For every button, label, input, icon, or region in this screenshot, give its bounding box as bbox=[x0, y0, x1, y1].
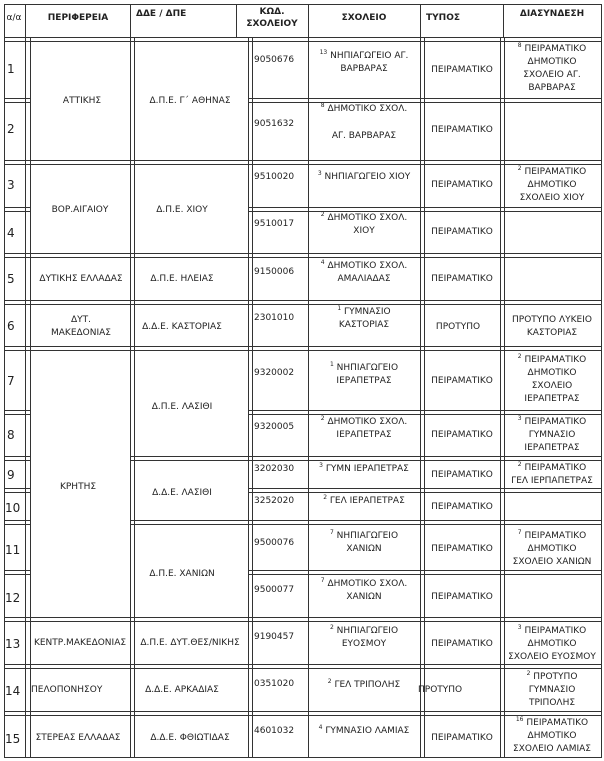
school-code: 0351020 bbox=[254, 679, 295, 689]
school-type: ΠΡΟΤΥΠΟ bbox=[435, 322, 481, 332]
header-link: ΔΙΑΣΥΝΔΕΣΗ bbox=[519, 9, 585, 19]
school-name-line2: ΚΑΣΤΟΡΙΑΣ bbox=[338, 320, 390, 330]
school-type: ΠΕΙΡΑΜΑΤΙΚΟ bbox=[431, 733, 493, 743]
school-name: $^3$ ΝΗΠΙΑΓΩΓΕΙΟ ΧΙΟΥ bbox=[317, 170, 411, 182]
directorate-cell: Δ.Π.Ε. ΛΑΣΙΘΙ bbox=[151, 402, 213, 412]
row-number: 3 bbox=[7, 178, 15, 192]
row-number: 10 bbox=[5, 501, 21, 515]
school-name-line2: ΙΕΡΑΠΕΤΡΑΣ bbox=[336, 376, 392, 386]
link-text: ΣΧΟΛΕΙΟ ΧΙΟΥ bbox=[519, 193, 585, 203]
link-text: ΤΡΙΠΟΛΗΣ bbox=[528, 698, 576, 708]
link-text: ΔΗΜΟΤΙΚΟ bbox=[527, 544, 577, 554]
header-type: ΤΥΠΟΣ bbox=[426, 13, 460, 23]
directorate-cell: Δ.Π.Ε. ΗΛΕΙΑΣ bbox=[150, 274, 214, 284]
school-code: 9510017 bbox=[254, 219, 295, 229]
school-name: $^7$ ΔΗΜΟΤΙΚΟ ΣΧΟΛ. bbox=[320, 577, 408, 589]
school-name-line2: ΧΙΟΥ bbox=[353, 226, 375, 236]
link-text: $^{16}$ ΠΕΙΡΑΜΑΤΙΚΟ bbox=[515, 716, 589, 728]
link-text: $^3$ ΠΕΙΡΑΜΑΤΙΚΟ bbox=[517, 624, 587, 636]
school-name: $^2$ ΓΕΛ ΙΕΡΑΠΕΤΡΑΣ bbox=[323, 494, 405, 506]
region-cell: ΒΟΡ.ΑΙΓΑΙΟΥ bbox=[51, 205, 109, 215]
school-code: 9500076 bbox=[254, 538, 295, 548]
link-text: $^2$ ΠΕΙΡΑΜΑΤΙΚΟ bbox=[517, 165, 587, 177]
school-name-line2: ΧΑΝΙΩΝ bbox=[346, 592, 382, 602]
region-cell: ΣΤΕΡΕΑΣ ΕΛΛΑΔΑΣ bbox=[35, 733, 121, 743]
link-text: ΒΑΡΒΑΡΑΣ bbox=[528, 83, 576, 93]
school-name: $^7$ ΝΗΠΙΑΓΩΓΕΙΟ bbox=[329, 529, 399, 541]
school-code: 9510020 bbox=[254, 172, 295, 182]
school-type: ΠΡΟΤΥΠΟ bbox=[418, 685, 463, 695]
directorate-cell: Δ.Π.Ε. ΧΙΟΥ bbox=[156, 205, 208, 215]
link-text: ΓΥΜΝΑΣΙΟ bbox=[528, 685, 576, 695]
school-name-line2: ΒΑΡΒΑΡΑΣ bbox=[340, 64, 388, 74]
school-code: 9190457 bbox=[254, 632, 295, 642]
region-cell: ΠΕΛΟΠΟΝΗΣΟΥ bbox=[31, 685, 103, 695]
directorate-cell: Δ.Π.Ε. Γ΄ ΑΘΗΝΑΣ bbox=[149, 96, 231, 106]
region-cell: ΑΤΤΙΚΗΣ bbox=[62, 96, 102, 106]
region-cell: ΚΕΝΤΡ.ΜΑΚΕΔΟΝΙΑΣ bbox=[33, 638, 127, 648]
header-school: ΣΧΟΛΕΙΟ bbox=[341, 13, 387, 23]
school-name: $^1$ ΝΗΠΙΑΓΩΓΕΙΟ bbox=[329, 361, 399, 373]
region-cell: ΔΥΤ. bbox=[70, 315, 92, 325]
row-number: 7 bbox=[7, 374, 15, 388]
school-code: 3252020 bbox=[254, 496, 295, 506]
region-cell: ΔΥΤΙΚΗΣ ΕΛΛΑΔΑΣ bbox=[39, 274, 123, 284]
school-name-line2: ΕΥΟΣΜΟΥ bbox=[341, 639, 387, 649]
link-text: $^2$ ΠΕΙΡΑΜΑΤΙΚΟ bbox=[517, 353, 587, 365]
school-code: 9320002 bbox=[254, 368, 295, 378]
school-name: $^2$ ΔΗΜΟΤΙΚΟ ΣΧΟΛ. bbox=[320, 211, 408, 223]
link-text: ΓΕΛ ΙΕΡΠΑΠΕΤΡΑΣ bbox=[511, 476, 593, 486]
link-text: ΚΑΣΤΟΡΙΑΣ bbox=[526, 328, 578, 338]
school-code: 2301010 bbox=[254, 313, 295, 323]
directorate-cell: Δ.Δ.Ε. ΚΑΣΤΟΡΙΑΣ bbox=[142, 322, 222, 332]
link-text: $^3$ ΠΕΙΡΑΜΑΤΙΚΟ bbox=[517, 415, 587, 427]
school-name: $^1$ ΓΥΜΝΑΣΙΟ bbox=[337, 305, 391, 317]
directorate-cell: Δ.Π.Ε. ΔΥΤ.ΘΕΣ/ΝΙΚΗΣ bbox=[140, 638, 240, 648]
school-name: $^3$ ΓΥΜΝ ΙΕΡΑΠΕΤΡΑΣ bbox=[319, 462, 409, 474]
school-code: 3202030 bbox=[254, 464, 295, 474]
row-number: 9 bbox=[7, 468, 15, 482]
directorate-cell: Δ.Δ.Ε. ΦΘΙΩΤΙΔΑΣ bbox=[150, 733, 230, 743]
link-text: ΙΕΡΑΠΕΤΡΑΣ bbox=[524, 443, 580, 453]
link-text: ΣΧΟΛΕΙΟ ΧΑΝΙΩΝ bbox=[512, 557, 592, 567]
directorate-cell: Δ.Π.Ε. ΧΑΝΙΩΝ bbox=[149, 569, 215, 579]
link-text: ΔΗΜΟΤΙΚΟ bbox=[527, 57, 577, 67]
link-text: $^2$ ΠΕΙΡΑΜΑΤΙΚΟ bbox=[517, 461, 587, 473]
link-text: ΓΥΜΝΑΣΙΟ bbox=[528, 430, 576, 440]
school-code: 9320005 bbox=[254, 422, 295, 432]
link-text: $^2$ ΠΡΟΤΥΠΟ bbox=[526, 670, 578, 682]
school-name: $^{13}$ ΝΗΠΙΑΓΩΓΕΙΟ ΑΓ. bbox=[319, 49, 409, 61]
school-name-line2: ΙΕΡΑΠΕΤΡΑΣ bbox=[336, 430, 392, 440]
school-type: ΠΕΙΡΑΜΑΤΙΚΟ bbox=[431, 592, 493, 602]
school-type: ΠΕΙΡΑΜΑΤΙΚΟ bbox=[431, 274, 493, 284]
school-code: 9150006 bbox=[254, 267, 295, 277]
row-number: 2 bbox=[7, 122, 15, 136]
school-name: $^2$ ΓΕΛ ΤΡΙΠΟΛΗΣ bbox=[327, 678, 401, 690]
school-type: ΠΕΙΡΑΜΑΤΙΚΟ bbox=[431, 65, 493, 75]
header-dde: ΔΔΕ / ΔΠΕ bbox=[136, 9, 187, 19]
link-text: ΣΧΟΛΕΙΟ ΕΥΟΣΜΟΥ bbox=[508, 652, 596, 662]
directorate-cell: Δ.Δ.Ε. ΛΑΣΙΘΙ bbox=[152, 488, 212, 498]
link-text: ΠΡΟΤΥΠΟ ΛΥΚΕΙΟ bbox=[512, 315, 592, 325]
school-type: ΠΕΙΡΑΜΑΤΙΚΟ bbox=[431, 430, 493, 440]
row-number: 12 bbox=[5, 591, 21, 605]
row-number: 8 bbox=[7, 428, 15, 442]
school-code: 9050676 bbox=[254, 55, 295, 65]
row-number: 1 bbox=[7, 62, 15, 76]
school-name: $^4$ ΔΗΜΟΤΙΚΟ ΣΧΟΛ. bbox=[320, 259, 408, 271]
school-name: $^8$ ΔΗΜΟΤΙΚΟ ΣΧΟΛ. bbox=[320, 102, 408, 114]
directorate-cell: Δ.Δ.Ε. ΑΡΚΑΔΙΑΣ bbox=[145, 685, 219, 695]
link-text: ΔΗΜΟΤΙΚΟ bbox=[527, 368, 577, 378]
school-name: $^4$ ΓΥΜΝΑΣΙΟ ΛΑΜΙΑΣ bbox=[318, 724, 410, 736]
school-name-line2: ΑΓ. ΒΑΡΒΑΡΑΣ bbox=[331, 131, 397, 141]
school-type: ΠΕΙΡΑΜΑΤΙΚΟ bbox=[431, 376, 493, 386]
school-name-line2: ΧΑΝΙΩΝ bbox=[346, 544, 382, 554]
link-text: $^7$ ΠΕΙΡΑΜΑΤΙΚΟ bbox=[517, 529, 587, 541]
link-text: ΣΧΟΛΕΙΟ ΑΓ. bbox=[523, 70, 581, 80]
row-number: 6 bbox=[7, 319, 15, 333]
link-text: ΣΧΟΛΕΙΟ bbox=[531, 381, 573, 391]
row-number: 4 bbox=[7, 226, 15, 240]
school-type: ΠΕΙΡΑΜΑΤΙΚΟ bbox=[431, 125, 493, 135]
header-code: ΚΩΔ. ΣΧΟΛΕΙΟΥ bbox=[246, 7, 298, 29]
row-number: 14 bbox=[5, 684, 21, 698]
row-number: 13 bbox=[5, 637, 21, 651]
link-text: ΔΗΜΟΤΙΚΟ bbox=[527, 639, 577, 649]
school-code: 4601032 bbox=[254, 726, 295, 736]
school-code: 9500077 bbox=[254, 585, 295, 595]
link-text: ΔΗΜΟΤΙΚΟ bbox=[527, 731, 577, 741]
row-number: 15 bbox=[5, 732, 21, 746]
link-text: ΔΗΜΟΤΙΚΟ bbox=[527, 180, 577, 190]
region-cell: ΜΑΚΕΔΟΝΙΑΣ bbox=[51, 328, 111, 338]
row-number: 5 bbox=[7, 272, 15, 286]
link-text: ΙΕΡΑΠΕΤΡΑΣ bbox=[524, 394, 580, 404]
region-cell: ΚΡΗΤΗΣ bbox=[59, 482, 97, 492]
school-type: ΠΕΙΡΑΜΑΤΙΚΟ bbox=[431, 470, 493, 480]
header-aa: α/α bbox=[6, 13, 22, 23]
school-type: ΠΕΙΡΑΜΑΤΙΚΟ bbox=[431, 502, 493, 512]
school-code: 9051632 bbox=[254, 119, 295, 129]
school-name: $^2$ ΔΗΜΟΤΙΚΟ ΣΧΟΛ. bbox=[320, 415, 408, 427]
row-number: 11 bbox=[5, 543, 21, 557]
link-text: ΣΧΟΛΕΙΟ ΛΑΜΙΑΣ bbox=[513, 744, 591, 754]
link-text: $^8$ ΠΕΙΡΑΜΑΤΙΚΟ bbox=[517, 42, 587, 54]
school-type: ΠΕΙΡΑΜΑΤΙΚΟ bbox=[431, 180, 493, 190]
school-name: $^2$ ΝΗΠΙΑΓΩΓΕΙΟ bbox=[329, 624, 399, 636]
school-type: ΠΕΙΡΑΜΑΤΙΚΟ bbox=[431, 227, 493, 237]
school-type: ΠΕΙΡΑΜΑΤΙΚΟ bbox=[431, 639, 493, 649]
school-name-line2: ΑΜΑΛΙΑΔΑΣ bbox=[337, 274, 391, 284]
school-type: ΠΕΙΡΑΜΑΤΙΚΟ bbox=[431, 544, 493, 554]
header-region: ΠΕΡΙΦΕΡΕΙΑ bbox=[47, 13, 109, 23]
